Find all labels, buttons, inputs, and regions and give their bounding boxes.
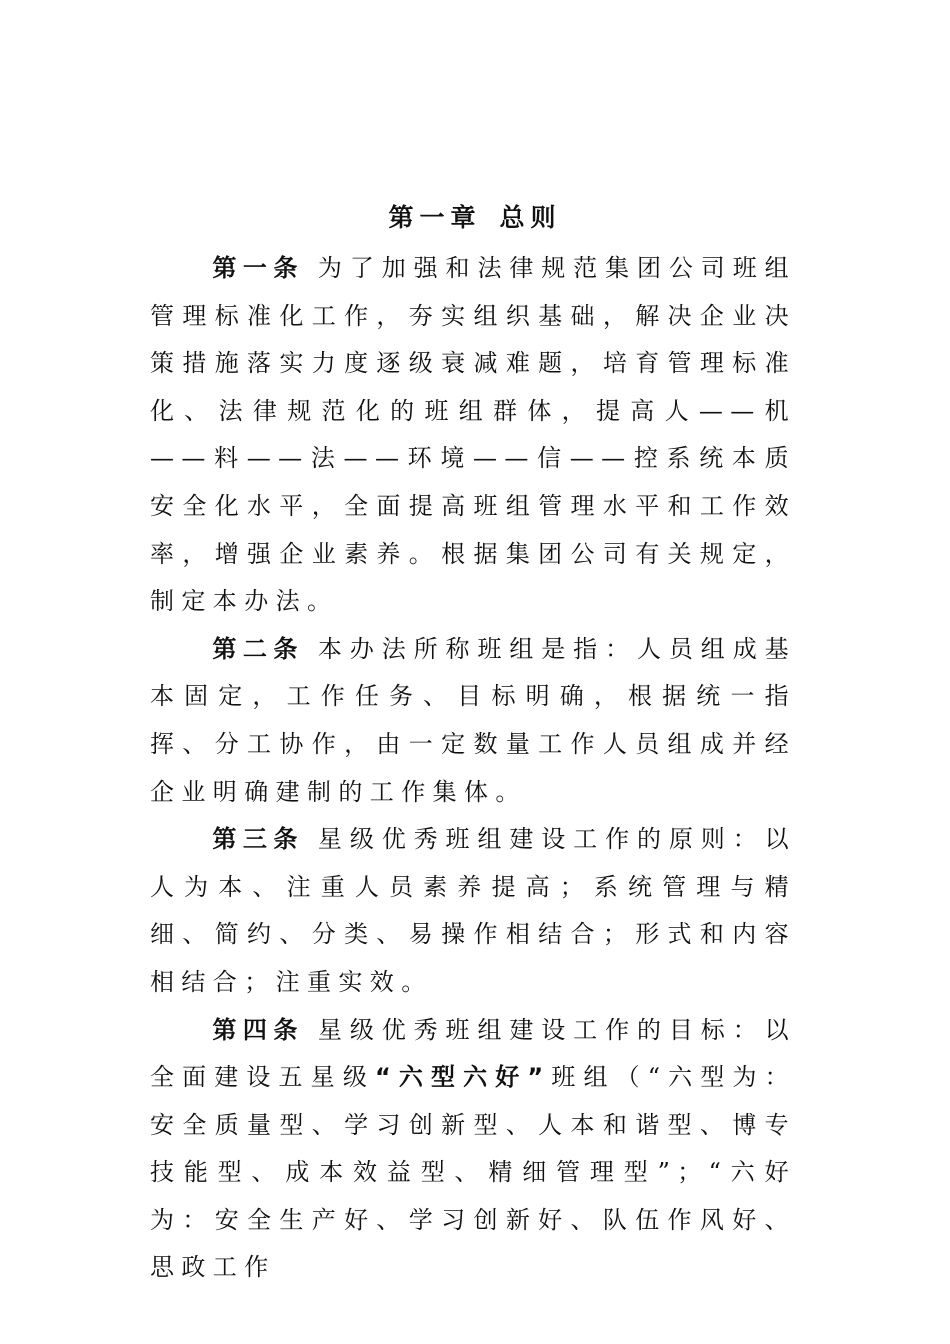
article-text: 本办法所称班组是指：人员组成基本固定，工作任务、目标明确，根据统一指挥、分工协作，由一定数量工作人员组成并经企业明确建制的工作集体。: [150, 634, 797, 806]
article-text: 为了加强和法律规范集团公司班组管理标准化工作，夯实组织基础，解决企业决策措施落实力度逐级衰减难题，培育管理标准化、法律规范化的班组群体，提高人——机——料——法——环境——信——控系统本质安全化水平，全面提高班组管理水平和工作效率，增强企业素养。根据集团公司有关规定，制定本办法。: [150, 254, 797, 616]
chapter-number: 第一章: [388, 203, 482, 232]
article-number: 第一条: [212, 254, 304, 282]
bold-term: “六型六好”: [374, 1063, 551, 1092]
article-number: 第三条: [212, 825, 304, 854]
article-2: [150, 626, 796, 816]
article-number: 第二条: [212, 634, 304, 663]
article-text: 星级优秀班组建设工作的原则：以人为本、注重人员素养提高；系统管理与精细、简约、分类、易操作相结合；形式和内容相结合；注重实效。: [150, 825, 797, 996]
document-body: [150, 245, 796, 1292]
article-text-continued: 班组（“六型为：安全质量型、学习创新型、人本和谐型、博专技能型、成本效益型、精细管理型”；“六好为：安全生产好、学习创新好、队伍作风好、思政工作: [150, 1063, 796, 1282]
article-4: [150, 1007, 796, 1293]
chapter-heading: [0, 198, 950, 238]
article-3: [150, 816, 796, 1006]
article-number: 第四条: [212, 1015, 304, 1044]
article-text: 星级优秀班组建设工作的目标：以全面建设五星级: [150, 1015, 797, 1092]
article-1: [150, 245, 796, 626]
chapter-title: 总则: [499, 203, 562, 232]
